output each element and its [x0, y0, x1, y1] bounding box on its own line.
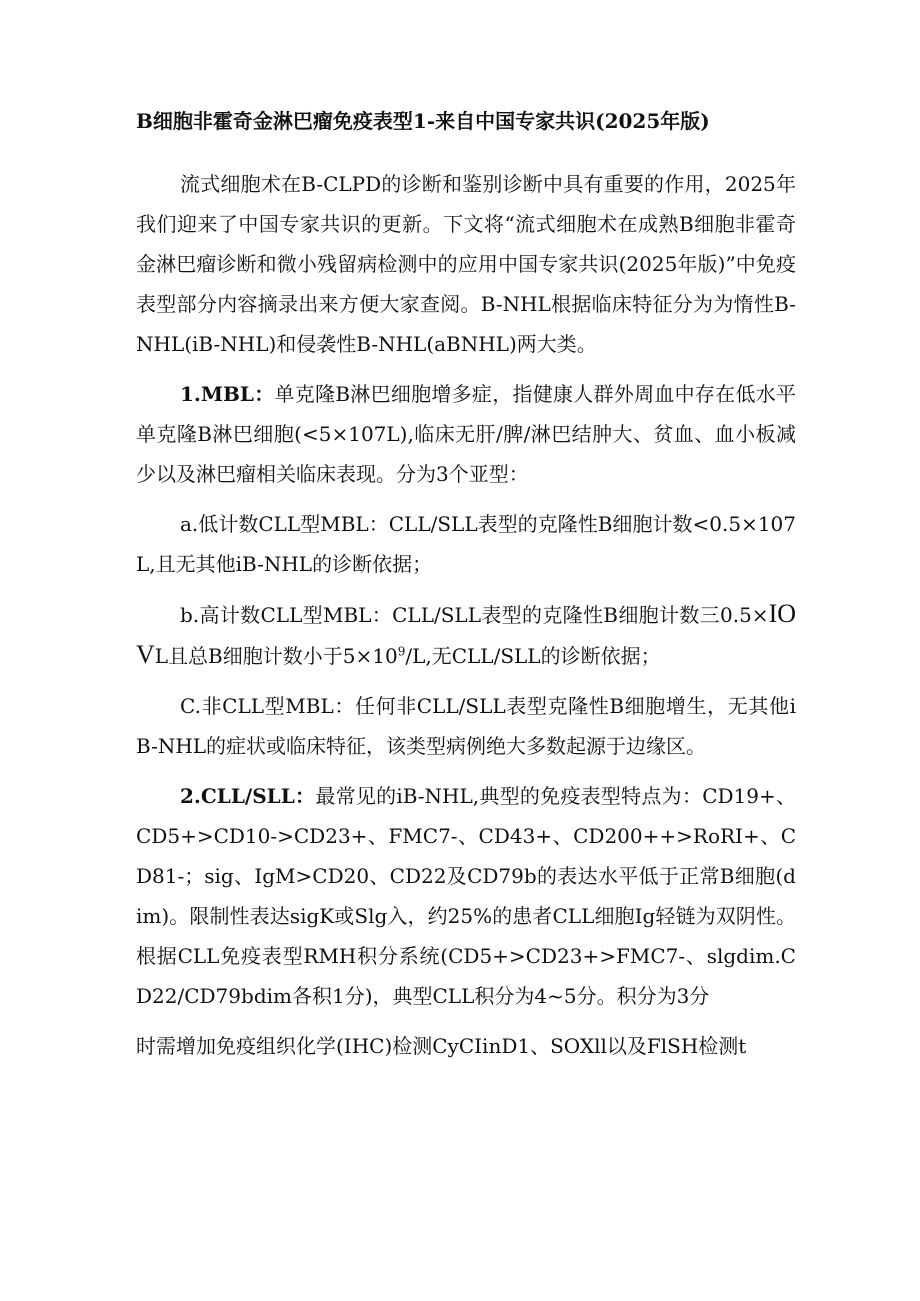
mbl-subtype-b	[136, 594, 796, 676]
mbl-paragraph	[136, 374, 796, 494]
mbl-subtype-b-part1: b.高计数CLL型MBL：CLL/SLL表型的克隆性B细胞计数三0.5×	[180, 603, 769, 627]
tail-paragraph: 时需增加免疫组织化学(IHC)检测CyCIinD1、SOXll以及FlSH检测t	[136, 1034, 747, 1058]
mbl-subtype-b-glyph: IOV	[136, 599, 796, 669]
mbl-subtype-c: C.非CLL型MBL：任何非CLL/SLL表型克隆性B细胞增生，无其他iB-NHL的症状或临床特征，该类型病例绝大多数起源于边缘区。	[136, 694, 796, 758]
document-body	[136, 164, 796, 1076]
mbl-text: 单克隆B淋巴细胞增多症，指健康人群外周血中存在低水平单克隆B淋巴细胞(<5×107L),临床无肝/脾/淋巴结肿大、贫血、血小板减少以及淋巴瘤相关临床表现。分为3个亚型：	[136, 382, 796, 486]
mbl-subtype-b-part2: L且总B细胞计数小于5×10	[154, 644, 398, 668]
mbl-subtype-b-part3: /L,无CLL/SLL的诊断依据；	[405, 644, 661, 668]
mbl-subtype-a: a.低计数CLL型MBL：CLL/SLL表型的克隆性B细胞计数<0.5×107L,且无其他iB-NHL的诊断依据；	[136, 512, 796, 576]
cll-paragraph	[136, 776, 796, 1016]
cll-heading: 2.CLL/SLL：	[180, 784, 316, 808]
mbl-heading: 1.MBL：	[180, 382, 275, 406]
document-title: B细胞非霍奇金淋巴瘤免疫表型1-来自中国专家共识(2025年版)	[136, 109, 710, 133]
mbl-subtype-b-superscript: 9	[397, 644, 406, 659]
cll-text: 最常见的iB-NHL,典型的免疫表型特点为：CD19+、CD5+>CD10->CD23+、FMC7-、CD43+、CD200++>RoRI+、CD81-；sig、IgM>CD20、CD22及CD79b的表达水平低于正常B细胞(dim)。限制性表达sigK或Slg入，约25%的患者CLL细胞Ig轻链为双阴性。根据CLL免疫表型RMH积分系统(CD5+>CD23+>FMC7-、slgdim.CD22/CD79bdim各积1分)，典型CLL积分为4~5分。积分为3分	[136, 784, 796, 1008]
intro-paragraph: 流式细胞术在B-CLPD的诊断和鉴别诊断中具有重要的作用，2025年我们迎来了中国专家共识的更新。下文将“流式细胞术在成熟B细胞非霍奇金淋巴瘤诊断和微小残留病检测中的应用中国专家共识(2025年版)”中免疫表型部分内容摘录出来方便大家查阅。B-NHL根据临床特征分为为惰性B-NHL(iB-NHL)和侵袭性B-NHL(aBNHL)两大类。	[136, 172, 796, 356]
